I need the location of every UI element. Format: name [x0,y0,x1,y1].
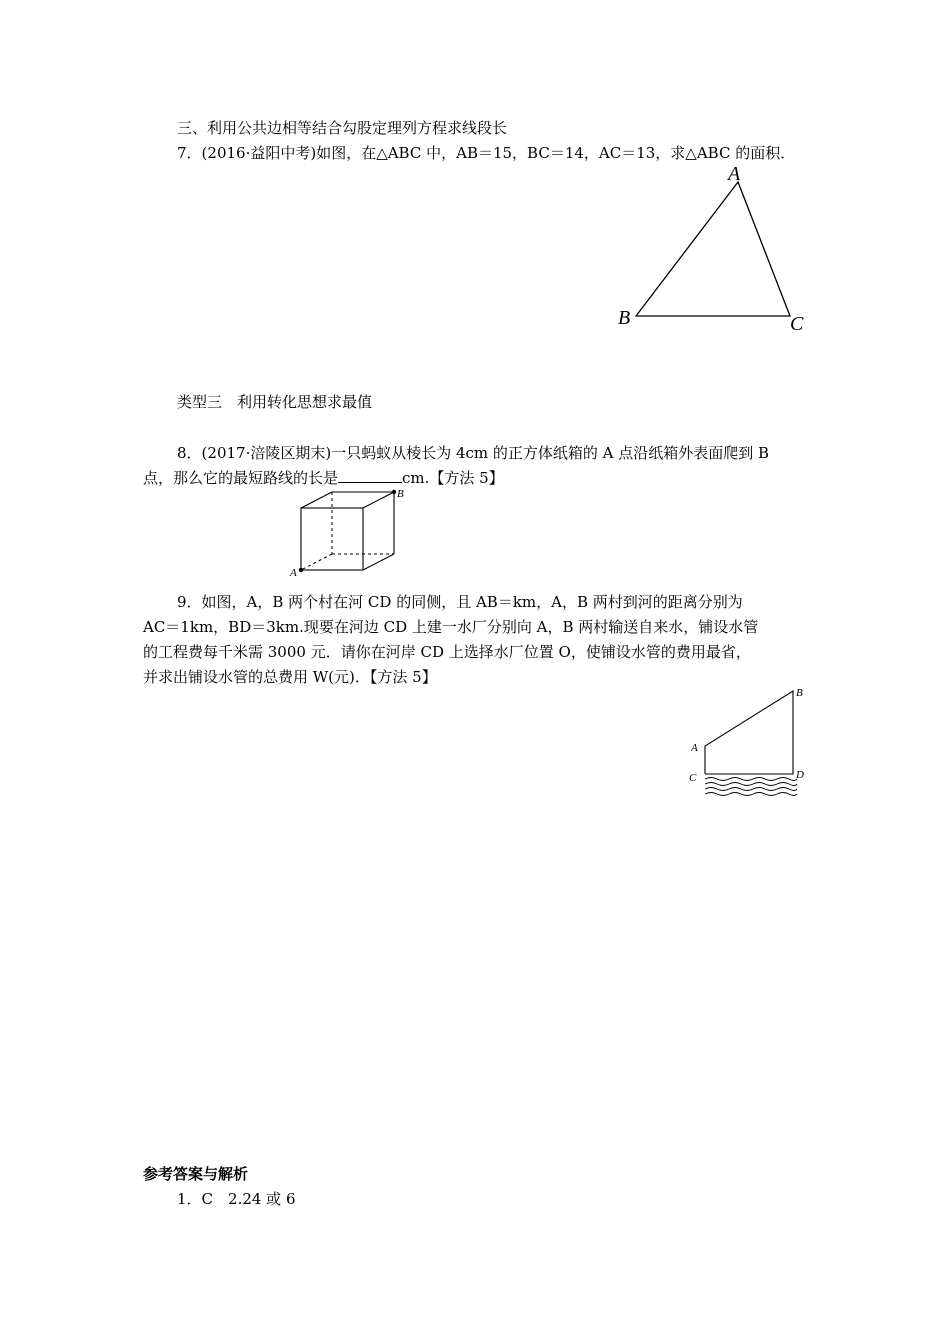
point-b [392,490,396,494]
label-a: A [728,163,741,185]
question-8-line1: 8．(2017·涪陵区期末)一只蚂蚁从棱长为 4cm 的正方体纸箱的 A 点沿纸箱外表面爬到 B [177,444,770,462]
river-wave [705,778,797,781]
label-c: C [790,313,804,335]
question-9-line4: 并求出铺设水管的总费用 W(元)．【方法 5】 [143,668,437,686]
label-c: C [689,772,697,784]
cube-figure [285,482,415,582]
question-9-line2: AC＝1km，BD＝3km.现要在河边 CD 上建一水厂分别向 A，B 两村输送自来水，铺设水管 [143,618,759,636]
label-a: A [691,742,698,754]
question-9-line3: 的工程费每千米需 3000 元．请你在河岸 CD 上选择水厂位置 O，使铺设水管的费用最省， [143,643,751,661]
river-figure [680,680,820,805]
quadrilateral-acdb [705,691,793,774]
question-8-unit: cm.【方法 5】 [402,469,504,487]
answers-heading: 参考答案与解析 [143,1165,249,1183]
answer-1: 1．C 2.24 或 6 [177,1190,296,1208]
hidden-edge [301,554,332,570]
question-8-text: 点，那么它的最短路线的长是 [143,469,339,487]
answer-blank [338,468,402,483]
question-9-line1: 9．如图，A，B 两个村在河 CD 的同侧，且 AB＝km，A，B 两村到河的距离分别为 [177,593,743,611]
type-heading: 类型三 利用转化思想求最值 [177,393,373,411]
river-wave [705,783,797,786]
label-b: B [618,307,631,329]
river-wave [705,793,797,796]
river-wave [705,788,797,791]
triangle-abc [636,182,790,316]
label-a: A [290,567,297,579]
triangle-figure [610,160,810,335]
question-7: 7．(2016·益阳中考)如图，在△ABC 中，AB＝15，BC＝14，AC＝13，求△ABC 的面积． [177,144,796,162]
section-heading: 三、利用公共边相等结合勾股定理列方程求线段长 [177,119,508,137]
point-a [299,568,303,572]
label-b: B [397,488,404,500]
label-d: D [796,769,804,781]
label-b: B [796,687,803,699]
